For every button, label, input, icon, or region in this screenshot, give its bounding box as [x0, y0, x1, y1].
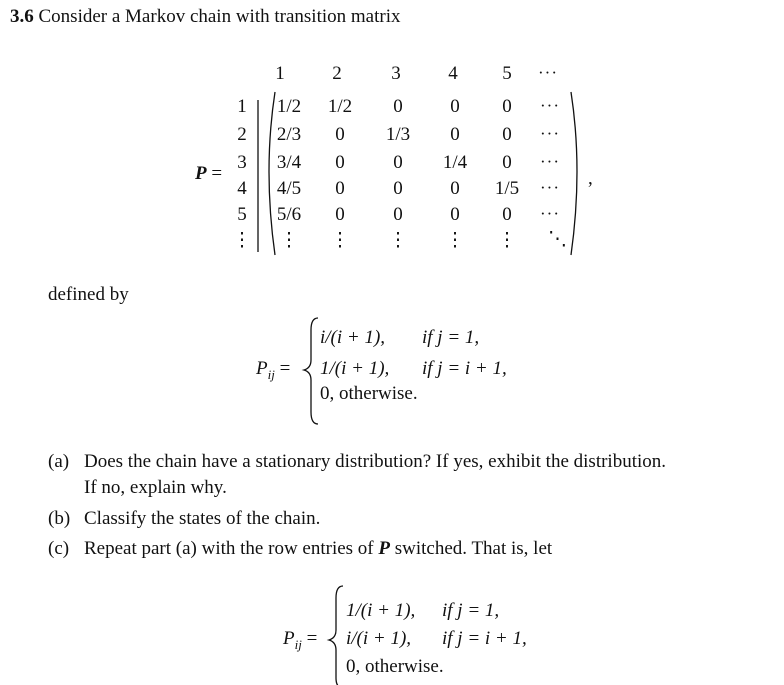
matrix-right-paren	[571, 92, 577, 255]
matrix-cell: 0	[450, 178, 460, 199]
matrix-cell: 1/5	[494, 178, 520, 199]
defined-by-text: defined by	[48, 284, 129, 305]
def2-lhs: $P_{ij}$ =	[283, 628, 318, 652]
def2-case-expr: 1/(i + 1),	[346, 600, 416, 621]
matrix-cell: 0	[393, 178, 403, 199]
row-header: 5	[237, 204, 247, 225]
def2-case-expr: i/(i + 1),	[346, 628, 412, 649]
v-ellipsis: ⋮	[232, 230, 252, 251]
row-ellipsis: ···	[540, 96, 560, 115]
matrix-cell: 0	[450, 124, 460, 145]
matrix-cell: 0	[335, 178, 345, 199]
row-header: 4	[237, 178, 247, 199]
problem-intro: Consider a Markov chain with transition matrix	[38, 6, 401, 27]
matrix-cell: 0	[393, 152, 403, 173]
matrix-cell: 0	[502, 124, 512, 145]
col-header: 5	[502, 63, 512, 84]
part-b-label: (b)	[48, 508, 71, 529]
row-ellipsis: ···	[540, 204, 560, 223]
col-header: 3	[391, 63, 401, 84]
def1-case-cond: if j = 1,	[422, 327, 480, 348]
def1-case-cond: if j = i + 1,	[422, 358, 507, 379]
row-ellipsis: ···	[540, 152, 560, 171]
matrix-cell: 3/4	[276, 152, 302, 173]
part-a-line2: If no, explain why.	[84, 477, 227, 498]
col-header: 2	[332, 63, 342, 84]
col-header-ellipsis: ···	[538, 63, 558, 82]
v-ellipsis: ⋮	[388, 230, 408, 251]
matrix-cell: 0	[335, 152, 345, 173]
def1-lhs: $P_{ij}$ =	[256, 358, 291, 382]
diag-ellipsis: ⋱	[548, 229, 567, 250]
v-ellipsis: ⋮	[279, 230, 299, 251]
part-a-label: (a)	[48, 451, 70, 472]
matrix-cell: 0	[335, 124, 345, 145]
row-header: 3	[237, 152, 247, 173]
matrix-cell: 0	[502, 152, 512, 173]
problem-number: 3.6	[10, 6, 34, 27]
matrix-symbol: P =	[195, 163, 223, 184]
matrix-cell: 2/3	[276, 124, 302, 145]
def1-brace	[304, 318, 318, 424]
row-ellipsis: ···	[540, 178, 560, 197]
row-ellipsis: ···	[540, 124, 560, 143]
problem-heading	[10, 6, 400, 28]
matrix-cell: 0	[393, 96, 403, 117]
def1-case-expr: 0, otherwise.	[320, 383, 418, 404]
def1-case-expr: i/(i + 1),	[320, 327, 386, 348]
part-a-line1: Does the chain have a stationary distribution? If yes, exhibit the distribution.	[84, 451, 667, 472]
def2-case-expr: 0, otherwise.	[346, 656, 444, 677]
part-c-text: Repeat part (a) with the row entries of P switched. That is, let	[84, 538, 553, 559]
v-ellipsis: ⋮	[497, 230, 517, 251]
part-c-label: (c)	[48, 538, 70, 559]
matrix-cell: 0	[502, 96, 512, 117]
v-ellipsis: ⋮	[445, 230, 465, 251]
col-header: 1	[275, 63, 285, 84]
matrix-cell: 1/3	[385, 124, 411, 145]
matrix-cell: 0	[393, 204, 403, 225]
def2-case-cond: if j = 1,	[442, 600, 500, 621]
row-header: 2	[237, 124, 247, 145]
def2-case-cond: if j = i + 1,	[442, 628, 527, 649]
matrix-cell: 1/4	[442, 152, 468, 173]
v-ellipsis: ⋮	[330, 230, 350, 251]
row-header: 1	[237, 96, 247, 117]
matrix-cell: 4/5	[276, 178, 302, 199]
part-b-text: Classify the states of the chain.	[84, 508, 321, 529]
matrix-cell: 1/2	[327, 96, 353, 117]
matrix-cell: 0	[450, 96, 460, 117]
col-header: 4	[448, 63, 458, 84]
matrix-trailing-comma: ,	[588, 168, 593, 189]
matrix-cell: 5/6	[276, 204, 302, 225]
matrix-cell: 0	[502, 204, 512, 225]
def1-case-expr: 1/(i + 1),	[320, 358, 390, 379]
matrix-left-paren	[269, 92, 275, 255]
def2-brace	[329, 586, 343, 685]
matrix-cell: 0	[335, 204, 345, 225]
matrix-cell: 1/2	[276, 96, 302, 117]
matrix-cell: 0	[450, 204, 460, 225]
